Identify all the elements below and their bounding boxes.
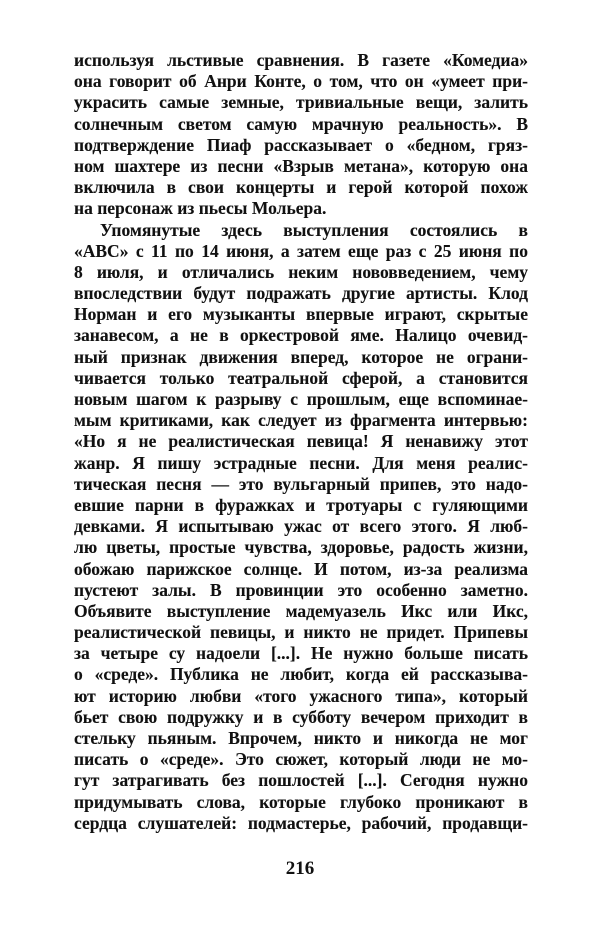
text-line: пустеют залы. В провинции это особенно заметно. bbox=[74, 579, 528, 600]
text-line: используя льстивые сравнения. В газете «Комедиа» bbox=[74, 50, 528, 70]
text-line: тическая песня — это вульгарный припев, это надо- bbox=[74, 473, 528, 494]
text-line: стельку пьяным. Впрочем, никто и никогда не мог bbox=[74, 728, 528, 748]
text-line: обожаю парижское солнце. И потом, из-за реализма bbox=[74, 558, 528, 579]
text-line: Упомянутые здесь выступления состоялись в bbox=[100, 219, 528, 240]
text-line: Норман и его музыканты впервые играют, скрытые bbox=[74, 304, 528, 325]
text-line: 8 июля, и отличались неким нововведением, чему bbox=[74, 261, 528, 282]
text-line: писать о «среде». Это сюжет, который люди не мо- bbox=[74, 749, 528, 770]
paragraph bbox=[74, 50, 528, 220]
text-line: за четыре су надоели [...]. Не нужно больше писать bbox=[74, 643, 528, 664]
text-line: «АВС» с 11 по 14 июня, а затем еще раз с 25 июня по bbox=[74, 240, 528, 261]
text-line: девками. Я испытываю ужас от всего этого. Я люб- bbox=[74, 516, 528, 537]
text-line: впоследствии будут подражать другие артисты. Клод bbox=[74, 283, 528, 304]
text-line: придумывать слова, которые глубоко проникают в bbox=[74, 791, 528, 812]
text-line: лю цветы, простые чувства, здоровье, радость жизни, bbox=[74, 537, 528, 558]
text-line: реалистической певицы, и никто не придет. Припевы bbox=[74, 622, 528, 643]
text-line: бьет свою подружку и в субботу вечером приходит в bbox=[74, 706, 528, 727]
paragraph bbox=[74, 220, 528, 834]
text-line: Объявите выступление мадемуазель Икс или Икс, bbox=[74, 600, 528, 621]
text-line: занавесом, а не в оркестровой яме. Налицо очевид- bbox=[74, 325, 528, 346]
text-line: солнечным светом самую мрачную реальность». В bbox=[74, 113, 528, 134]
text-line: евшие парни в фуражках и тротуары с гуляющими bbox=[74, 494, 528, 515]
text-line: ют историю любви «того ужасного типа», который bbox=[74, 685, 528, 706]
text-line: ном шахтере из песни «Взрыв метана», которую она bbox=[74, 155, 528, 176]
text-line: новым шагом к разрыву с прошлым, еще вспоминае- bbox=[74, 389, 528, 409]
text-line: включила в свои концерты и герой которой похож bbox=[74, 177, 528, 198]
text-line: «Но я не реалистическая певица! Я ненавижу этот bbox=[74, 431, 528, 452]
text-line: подтверждение Пиаф рассказывает о «бедном, гряз- bbox=[74, 134, 528, 155]
text-line: мым критиками, как следует из фрагмента интервью: bbox=[74, 410, 528, 431]
text-line: она говорит об Анри Конте, о том, что он «умеет при- bbox=[74, 71, 528, 92]
text-line: о «среде». Публика не любит, когда ей рассказыва- bbox=[74, 664, 528, 685]
text-line: гут затрагивать без пошлостей [...]. Сегодня нужно bbox=[74, 770, 528, 791]
text-line: чивается только театральной сферой, а становится bbox=[74, 367, 528, 388]
text-line: украсить самые земные, тривиальные вещи, залить bbox=[74, 92, 528, 113]
text-line: жанр. Я пишу эстрадные песни. Для меня реалис- bbox=[74, 452, 528, 473]
text-line: ный признак движения вперед, которое не ограни- bbox=[74, 346, 528, 367]
page-body bbox=[74, 50, 528, 834]
text-line: сердца слушателей: подмастерье, рабочий, продавщи- bbox=[74, 812, 528, 833]
page-number: 216 bbox=[285, 858, 315, 879]
text-line: на персонаж из пьесы Мольера. bbox=[74, 198, 327, 219]
